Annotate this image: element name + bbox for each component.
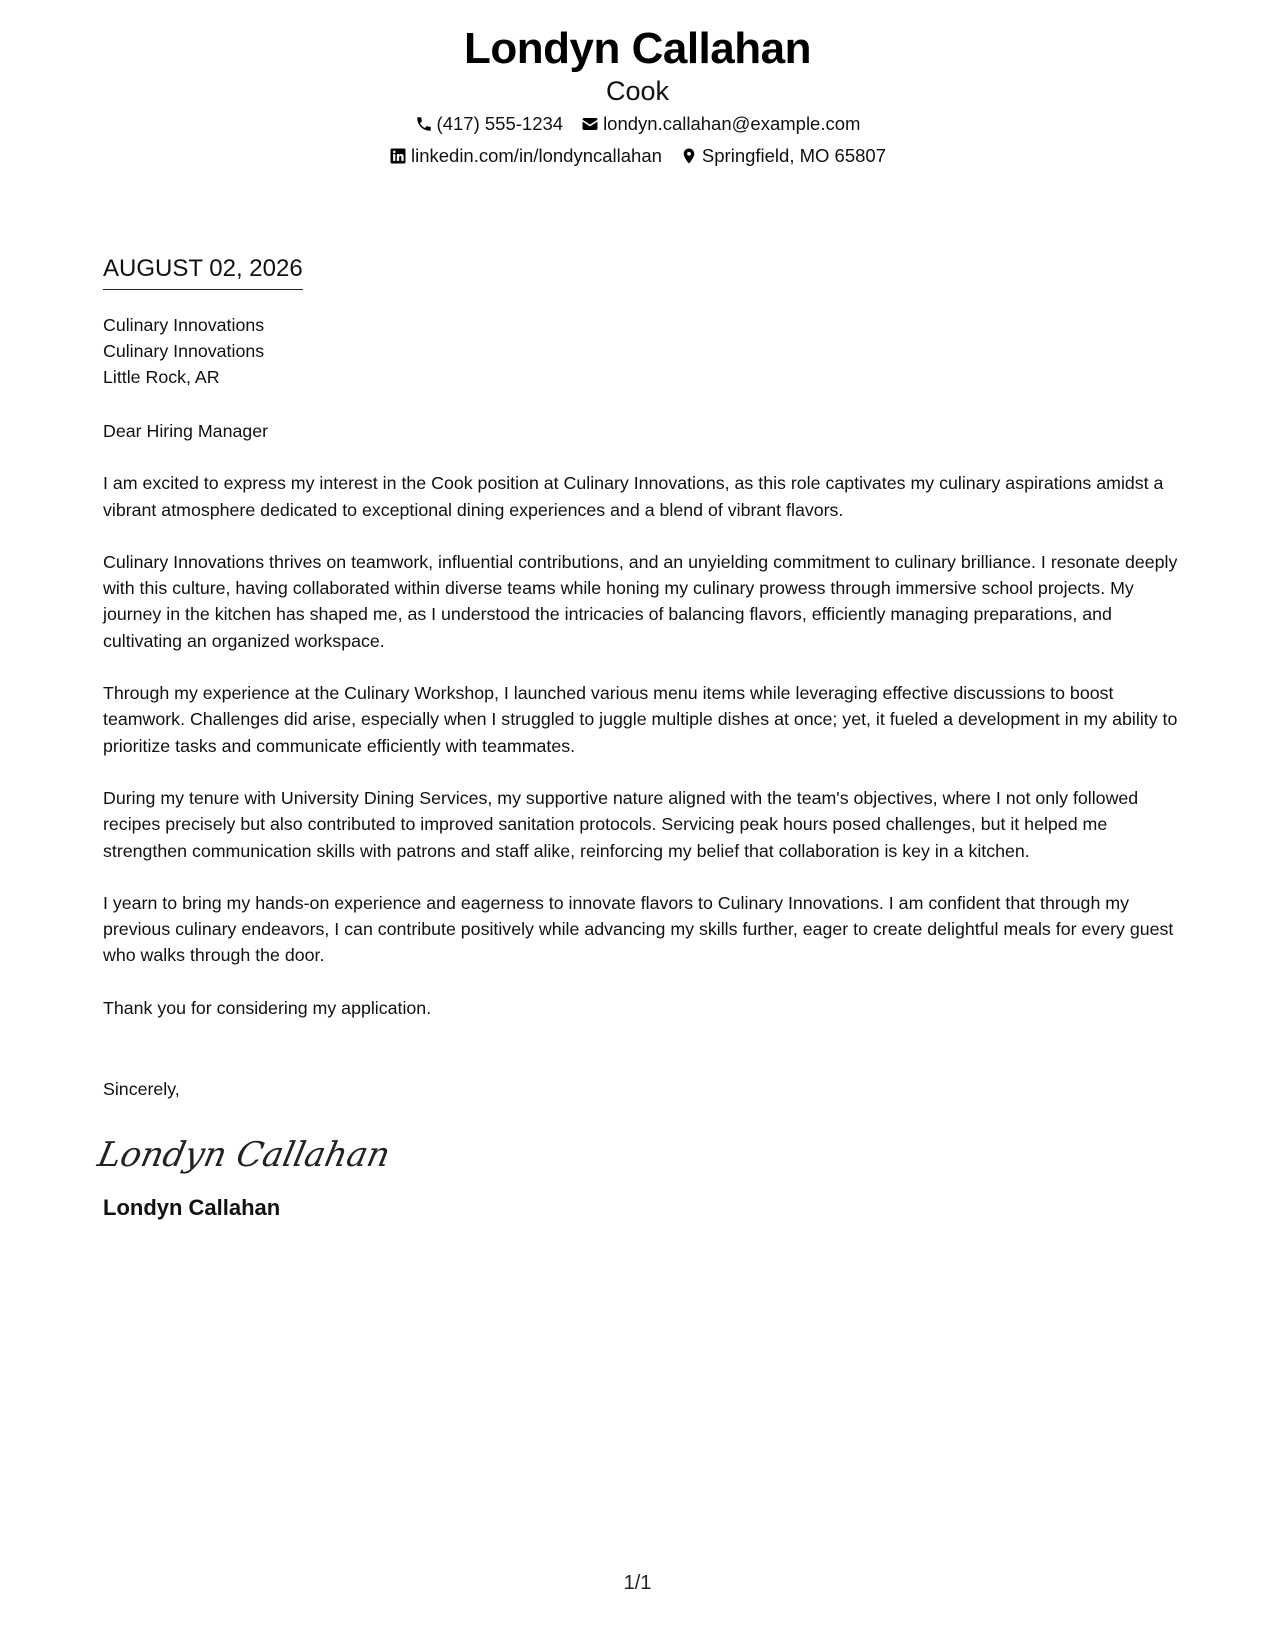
applicant-role: Cook — [605, 76, 670, 106]
letter-header — [0, 22, 1275, 168]
body-paragraph: During my tenure with University Dining Services, my supportive nature aligned with the team's objectives, where I not only followed recipes precisely but also contributed to improved sanitation protocols. Servicing peak hours posed challenges, but it helped me strengthen communication skills with patrons and staff alike, reinforcing my belief that collaboration is key in a kitchen. — [103, 787, 1139, 861]
body-paragraph: Culinary Innovations thrives on teamwork, influential contributions, and an unyielding commitment to culinary brilliance. I resonate deeply with this culture, having collaborated within diverse teams while honing my culinary prowess through immersive school projects. My journey in the kitchen has shaped me, as I understood the intricacies of balancing flavors, efficiently managing preparations, and cultivating an organized workspace. — [103, 551, 1178, 651]
contact-row-secondary — [0, 144, 1275, 168]
phone-text: (417) 555-1234 — [436, 113, 564, 134]
phone-icon — [415, 115, 433, 133]
linkedin-text: linkedin.com/in/londyncallahan — [410, 145, 662, 166]
body-paragraph: I yearn to bring my hands-on experience and eagerness to innovate flavors to Culinary Innovations. I am confident that through my previous culinary endeavors, I can contribute positively while advancing my skills further, eager to create delightful meals for every guest who walks through the door. — [103, 892, 1174, 966]
handwritten-signature — [94, 1124, 394, 1184]
closing-line: Thank you for considering my application. — [103, 997, 432, 1018]
recipient-block — [103, 312, 1178, 390]
linkedin-icon — [389, 147, 407, 165]
letter-date: AUGUST 02, 2026 — [103, 254, 303, 290]
location-text: Springfield, MO 65807 — [701, 145, 887, 166]
email-text: londyn.callahan@example.com — [603, 113, 861, 134]
body-paragraph: Through my experience at the Culinary Workshop, I launched various menu items while leveraging effective discussions to boost teamwork. Challenges did arise, especially when I struggled to juggle multiple dishes at once; yet, it fueled a development in my ability to prioritize tasks and communicate efficiently with teammates. — [103, 683, 1178, 756]
contact-row-primary — [0, 112, 1275, 136]
applicant-name: Londyn Callahan — [464, 24, 811, 73]
signoff: Sincerely, — [103, 1079, 180, 1100]
contact-email — [581, 112, 860, 136]
recipient-line: Culinary Innovations — [103, 341, 265, 361]
signature-script: Londyn Callahan — [94, 1135, 394, 1176]
letter-body — [94, 254, 1178, 1222]
map-pin-icon — [680, 147, 698, 165]
envelope-icon — [581, 115, 599, 133]
page-number: 1/1 — [623, 1572, 652, 1594]
recipient-line: Culinary Innovations — [103, 315, 265, 335]
contact-phone — [415, 112, 564, 136]
contact-linkedin — [389, 144, 662, 168]
recipient-line: Little Rock, AR — [103, 367, 220, 387]
contact-location — [680, 144, 886, 168]
salutation: Dear Hiring Manager — [103, 421, 269, 441]
signer-name: Londyn Callahan — [103, 1195, 281, 1221]
body-paragraph: I am excited to express my interest in the Cook position at Culinary Innovations, as this role captivates my culinary aspirations amidst a vibrant atmosphere dedicated to exceptional dining experiences and a blend of vibrant flavors. — [103, 473, 1164, 520]
